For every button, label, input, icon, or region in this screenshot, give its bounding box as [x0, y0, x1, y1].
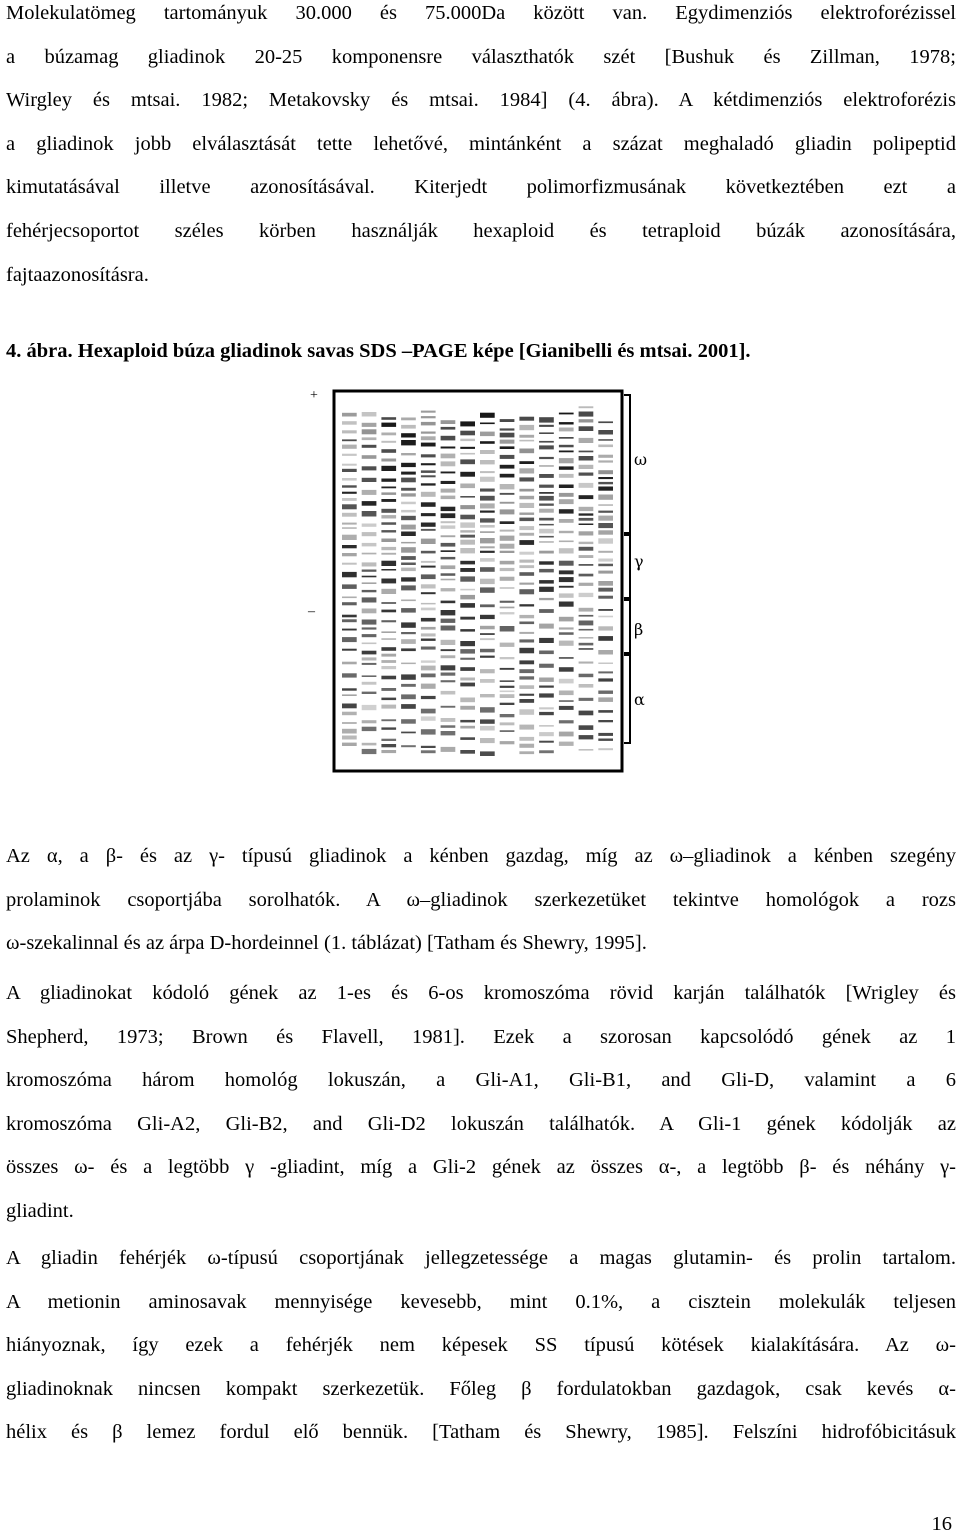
- beta-label: β: [634, 620, 644, 639]
- text-line: fajtaazonosításra.: [6, 263, 149, 286]
- text-line: Molekulatömeg tartományuk 30.000 és 75.000Da között van. Egydimenziós elektroforézissel: [6, 2, 956, 24]
- text-line: gliadinoknak nincsen kompakt szerkezetük. Főleg β fordulatokban gazdagok, csak kevés α-: [6, 1377, 956, 1400]
- omega-label: ω: [634, 450, 648, 469]
- alpha-bracket: [624, 655, 630, 743]
- text-line: hiányoznak, így ezek a fehérjék nem képesek SS típusú kötések kialakítására. Az ω-: [6, 1334, 956, 1357]
- gamma-label: γ: [634, 552, 644, 571]
- text-line: A gliadin fehérjék ω-típusú csoportjának jellegzetessége a magas glutamin- és prolin tartalom.: [6, 1247, 956, 1269]
- alpha-label: α: [634, 690, 645, 709]
- omega-bracket: [624, 395, 630, 533]
- paragraph-genes: [6, 972, 956, 1234]
- minus-label: –: [308, 604, 315, 619]
- text-line: hélix és β lemez fordul elő bennük. [Tatham és Shewry, 1985]. Felszíni hidrofóbicitásuk: [6, 1421, 956, 1444]
- text-line: kromoszóma három homológ lokuszán, a Gli-A1, Gli-B1, and Gli-D, valamint a 6: [6, 1069, 956, 1092]
- paragraph-intro: [6, 0, 956, 297]
- text-line: Wirgley és mtsai. 1982; Metakovsky és mtsai. 1984] (4. ábra). A kétdimenziós elektroforézis: [6, 89, 956, 112]
- text-line: A gliadinokat kódoló gének az 1-es és 6-os kromoszóma rövid karján találhatók [Wrigley és: [6, 982, 956, 1004]
- paragraph-gliadin-types: [6, 835, 956, 966]
- plus-label: +: [310, 388, 318, 403]
- paragraph-omega: [6, 1237, 956, 1455]
- beta-bracket: [624, 600, 630, 653]
- text-line: A metionin aminosavak mennyisége kevesebb, mint 0.1%, a cisztein molekulák teljesen: [6, 1290, 956, 1313]
- text-line: gliadint.: [6, 1199, 74, 1222]
- figure-caption: 4. ábra. Hexaploid búza gliadinok savas SDS –PAGE képe [Gianibelli és mtsai. 2001].: [6, 340, 751, 362]
- text-line: ω-szekalinnal és az árpa D-hordeinnel (1. táblázat) [Tatham és Shewry, 1995].: [6, 932, 647, 955]
- text-line: Az α, a β- és az γ- típusú gliadinok a kénben gazdag, míg az ω–gliadinok a kénben szegény: [6, 845, 956, 867]
- text-line: fehérjecsoportot széles körben használják hexaploid és tetraploid búzák azonosítására,: [6, 219, 956, 242]
- text-line: összes ω- és a legtöbb γ -gliadint, míg a Gli-2 gének az összes α-, a legtöbb β- és néhány γ-: [6, 1156, 956, 1179]
- text-line: kromoszóma Gli-A2, Gli-B2, and Gli-D2 lokuszán találhatók. A Gli-1 gének kódolják az: [6, 1112, 956, 1135]
- gel-image: [300, 383, 660, 778]
- text-line: a búzamag gliadinok 20-25 komponensre választhatók szét [Bushuk és Zillman, 1978;: [6, 45, 956, 68]
- text-line: a gliadinok jobb elválasztását tette lehetővé, mintánként a százat meghaladó gliadin polipeptid: [6, 132, 956, 155]
- gel-figure: [300, 383, 660, 778]
- text-line: Shepherd, 1973; Brown és Flavell, 1981]. Ezek a szorosan kapcsolódó gének az 1: [6, 1025, 956, 1048]
- page-number: 16: [931, 1513, 952, 1535]
- text-line: kimutatásával illetve azonosításával. Kiterjedt polimorfizmusának következtében ezt a: [6, 176, 956, 199]
- gel-overlay: [336, 393, 620, 769]
- text-line: prolaminok csoportjába sorolhatók. A ω–gliadinok szerkezetüket tekintve homológok a rozs: [6, 888, 956, 911]
- gamma-bracket: [624, 535, 630, 598]
